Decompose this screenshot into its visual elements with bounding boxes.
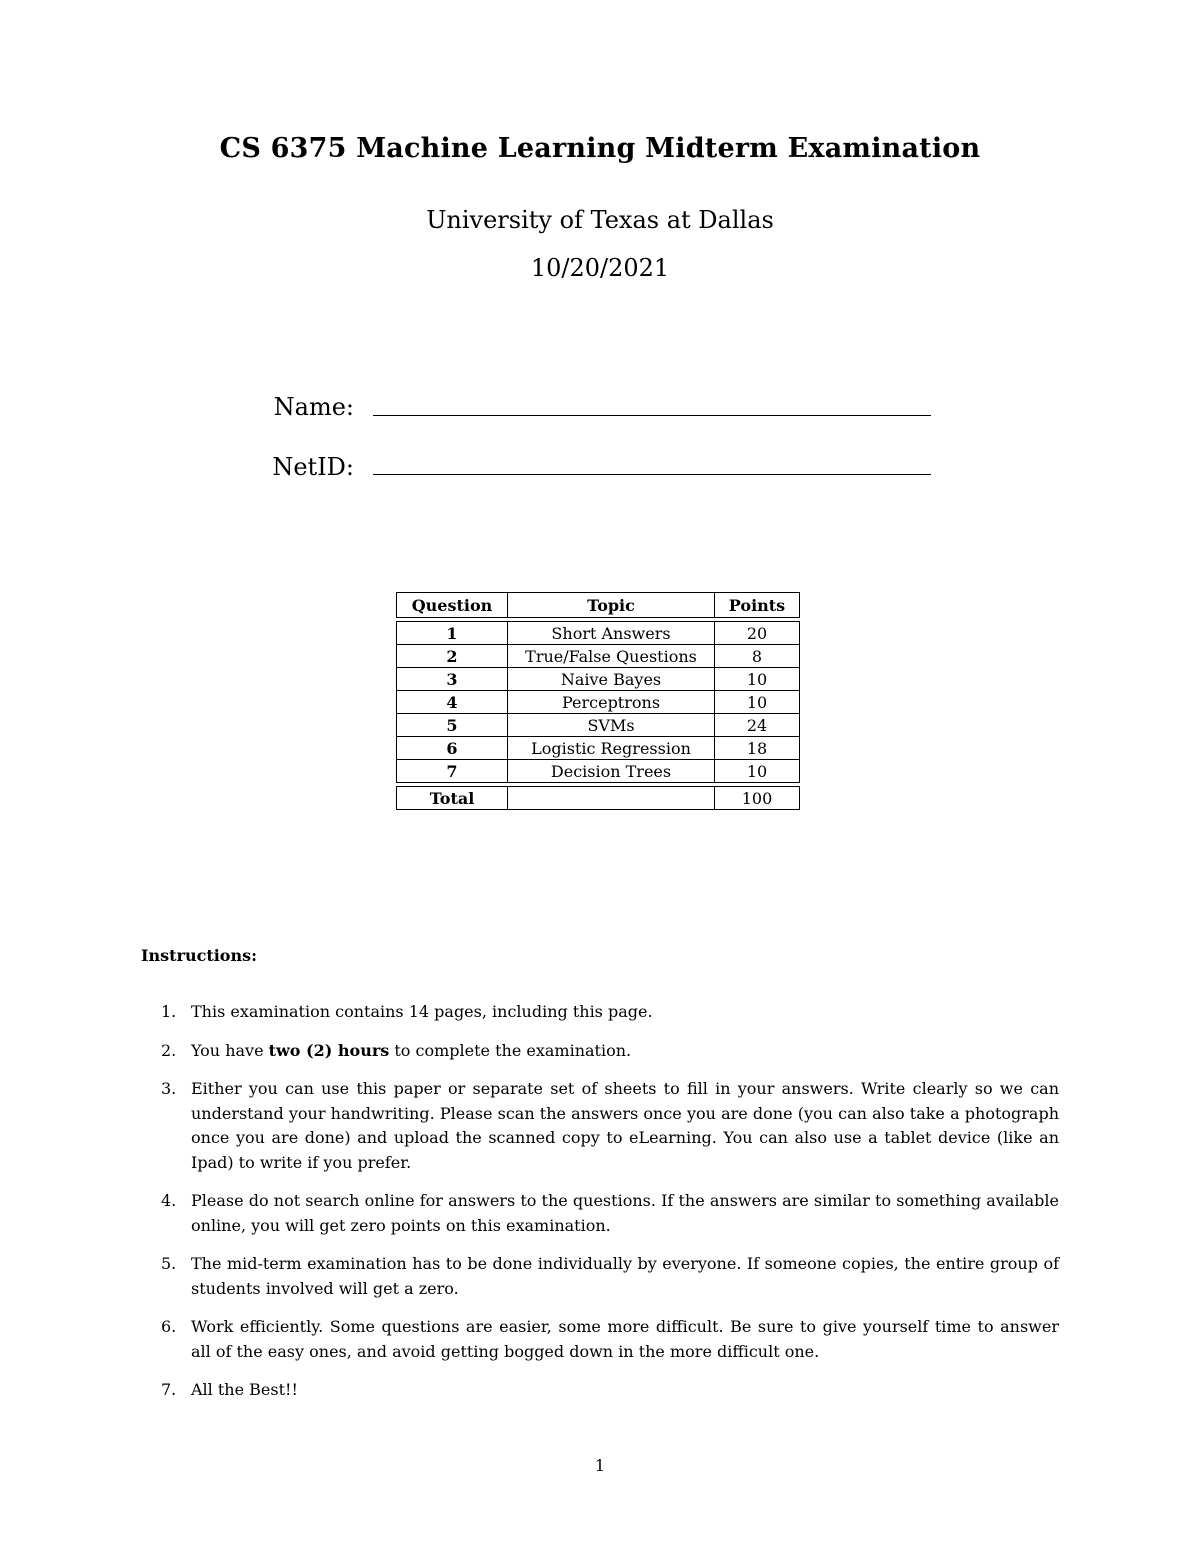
- item-text: This examination contains 14 pages, including this page.: [191, 1002, 653, 1021]
- header-topic: Topic: [508, 593, 715, 618]
- points-table: [396, 592, 800, 810]
- list-item: [141, 1189, 1059, 1238]
- item-text: Please do not search online for answers to the questions. If the answers are similar to something available online, you will get zero points on this examination.: [191, 1191, 1059, 1235]
- netid-field-line[interactable]: [373, 474, 931, 475]
- question-points: 24: [715, 714, 800, 737]
- institution-name: University of Texas at Dallas: [426, 206, 774, 234]
- item-text: All the Best!!: [191, 1380, 298, 1399]
- netid-label: NetID:: [272, 453, 354, 481]
- list-item: [141, 1252, 1059, 1301]
- item-text: The mid-term examination has to be done individually by everyone. If someone copies, the entire group of students involved will get a zero.: [191, 1254, 1059, 1298]
- question-topic: Decision Trees: [508, 760, 715, 783]
- name-label: Name:: [273, 393, 354, 421]
- table-row: [397, 714, 800, 737]
- table-row: [397, 737, 800, 760]
- table-row: [397, 691, 800, 714]
- total-topic: [508, 787, 715, 810]
- item-text: You have: [191, 1040, 269, 1060]
- question-number: 7: [397, 760, 508, 783]
- item-number: 1.: [161, 1002, 177, 1021]
- item-number: 2.: [161, 1040, 177, 1060]
- header-question: Question: [397, 593, 508, 618]
- list-item: [141, 1378, 1059, 1403]
- instructions-heading: Instructions:: [141, 946, 258, 965]
- list-item: [141, 1039, 1059, 1064]
- page-number: 1: [594, 1456, 606, 1475]
- question-number: 5: [397, 714, 508, 737]
- total-label: Total: [397, 787, 508, 810]
- item-text-bold: two (2) hours: [268, 1040, 390, 1060]
- total-points: 100: [715, 787, 800, 810]
- question-points: 10: [715, 760, 800, 783]
- item-number: 6.: [161, 1317, 177, 1336]
- name-field-line[interactable]: [373, 415, 931, 416]
- question-points: 10: [715, 668, 800, 691]
- instructions-list: [141, 1000, 1059, 1417]
- exam-date: 10/20/2021: [530, 254, 670, 282]
- question-number: 2: [397, 645, 508, 668]
- question-topic: True/False Questions: [508, 645, 715, 668]
- question-number: 3: [397, 668, 508, 691]
- list-item: [141, 1000, 1059, 1025]
- table-row: [397, 668, 800, 691]
- question-topic: Perceptrons: [508, 691, 715, 714]
- item-text-tail: to complete the examination.: [389, 1040, 632, 1060]
- table-row: [397, 622, 800, 645]
- question-topic: Naive Bayes: [508, 668, 715, 691]
- item-number: 3.: [161, 1079, 177, 1098]
- question-points: 8: [715, 645, 800, 668]
- list-item: [141, 1077, 1059, 1175]
- header-points: Points: [715, 593, 800, 618]
- item-text: Work efficiently. Some questions are easier, some more difficult. Be sure to give yourself time to answer all of the easy ones, and avoid getting bogged down in the more difficult one.: [191, 1317, 1059, 1361]
- table-total-row: [397, 787, 800, 810]
- item-number: 7.: [161, 1380, 177, 1399]
- item-text: Either you can use this paper or separate set of sheets to fill in your answers. Write clearly so we can understand your handwriting. Please scan the answers once you are done (you can also take a photograph once you are done) and upload the scanned copy to eLearning. You can also use a tablet device (like an Ipad) to write if you prefer.: [191, 1079, 1059, 1172]
- question-topic: Short Answers: [508, 622, 715, 645]
- question-number: 4: [397, 691, 508, 714]
- question-number: 6: [397, 737, 508, 760]
- question-topic: Logistic Regression: [508, 737, 715, 760]
- question-points: 20: [715, 622, 800, 645]
- item-number: 5.: [161, 1254, 177, 1273]
- exam-title: CS 6375 Machine Learning Midterm Examination: [219, 133, 981, 164]
- list-item: [141, 1315, 1059, 1364]
- question-points: 18: [715, 737, 800, 760]
- table-row: [397, 760, 800, 783]
- table-header-row: [397, 593, 800, 618]
- question-points: 10: [715, 691, 800, 714]
- item-number: 4.: [161, 1191, 177, 1210]
- question-number: 1: [397, 622, 508, 645]
- table-row: [397, 645, 800, 668]
- question-topic: SVMs: [508, 714, 715, 737]
